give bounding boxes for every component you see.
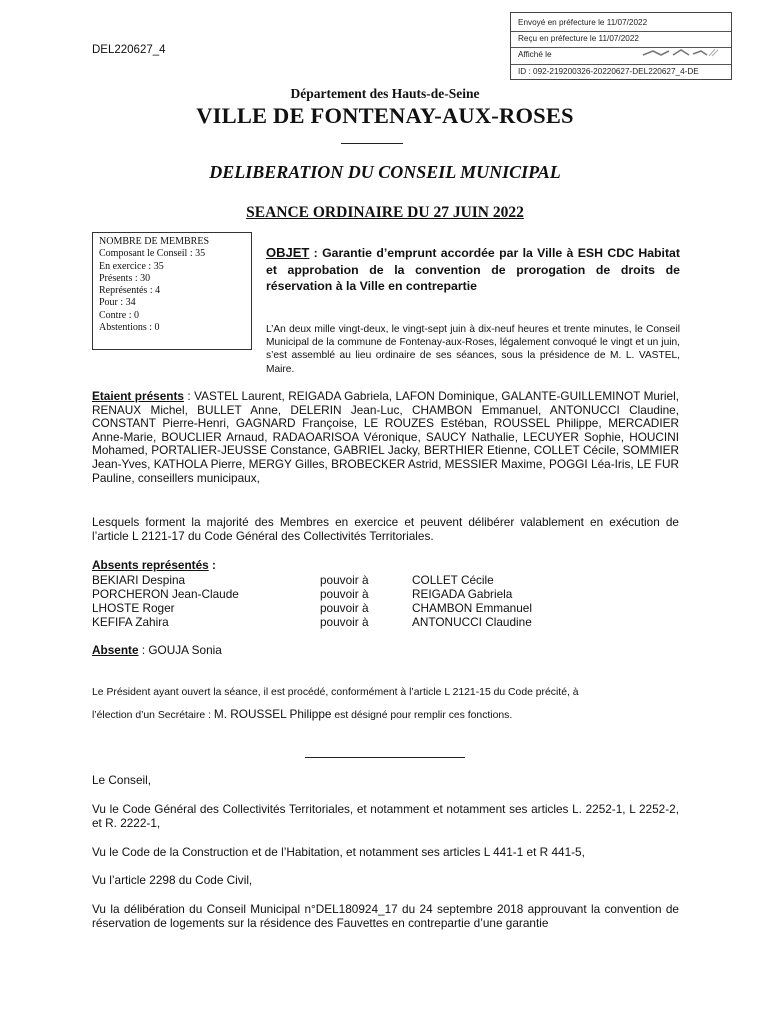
stamp-received: Reçu en préfecture le 11/07/2022 xyxy=(518,34,639,43)
proxy-power: pouvoir à xyxy=(320,601,369,615)
absents-represented-label: Absents représentés xyxy=(92,558,209,572)
presents-paragraph xyxy=(92,390,679,485)
members-line: Représentés : 4 xyxy=(99,285,161,297)
absent-name: LHOSTE Roger xyxy=(92,601,175,615)
stamp-logo-icon xyxy=(639,46,719,60)
members-count-box xyxy=(92,232,252,350)
stamp-posted: Affiché le xyxy=(518,50,552,59)
session-title: SEANCE ORDINAIRE DU 27 JUIN 2022 xyxy=(246,204,524,221)
stamp-divider xyxy=(511,31,731,32)
section-divider xyxy=(305,757,465,758)
proxy-holder: ANTONUCCI Claudine xyxy=(412,615,532,629)
vu-paragraph-4: Vu la délibération du Conseil Municipal n°DEL180924_17 du 24 septembre 2018 approuvant la convention de réservation de logements sur la résidence des Fauvettes en contrepartie d’une garantie xyxy=(92,902,679,930)
absent-name: BEKIARI Despina xyxy=(92,573,186,587)
proxy-holder: CHAMBON Emmanuel xyxy=(412,601,532,615)
stamp-sent: Envoyé en préfecture le 11/07/2022 xyxy=(518,18,648,27)
absent-name: KEFIFA Zahira xyxy=(92,615,169,629)
presents-list: : VASTEL Laurent, REIGADA Gabriela, LAFON Dominique, GALANTE-GUILLEMINOT Muriel, RENAUX Michel, BULLET Anne, DELERIN Jean-Luc, CHAMBON Emmanuel, ANTONUCCI Claudine, CONSTANT Pierre-Henri, GAGNARD Françoise, LE ROUZES Estéban, ROUSSEL Philippe, MERCADIER Anne-Marie, BOUCLIER Arnaud, RADAOARISOA Véronique, SAUCY Nathalie, LECUYER Sophie, HOUCINI Mohamed, PORTALIER-JEUSSE Constance, GABRIEL Jacky, BERTHIER Etienne, COLLET Cécile, SOMMIER Jean-Yves, KATHOLA Pierre, MERGY Gilles, BROBECKER Astrid, MESSIER Maxime, POGGI Léa-Iris, LE FUR Pauline, conseillers municipaux, xyxy=(92,389,679,485)
president-line-2 xyxy=(92,707,512,721)
stamp-id: ID : 092-219200326-20220627-DEL220627_4-DE xyxy=(518,67,699,76)
majority-paragraph: Lesquels forment la majorité des Membres en exercice et peuvent délibérer valablement en exécution de l’article L 2121-17 du Code Général des Collectivités Territoriales. xyxy=(92,515,679,543)
stamp-divider xyxy=(511,64,731,65)
document-reference: DEL220627_4 xyxy=(92,44,166,56)
members-box-title: NOMBRE DE MEMBRES xyxy=(99,236,210,247)
session-intro: L’An deux mille vingt-deux, le vingt-sept juin à dix-neuf heures et trente minutes, le Conseil Municipal de la commune de Fontenay-aux-Roses, légalement convoqué le vingt et un juin, s’est assemblé au lieu ordinaire de ses séances, sous la présidence de M. L. VASTEL, Maire. xyxy=(266,324,680,375)
city-title: VILLE DE FONTENAY-AUX-ROSES xyxy=(196,103,574,128)
proxy-power: pouvoir à xyxy=(320,573,369,587)
president-line-1: Le Président ayant ouvert la séance, il est procédé, conformément à l’article L 2121-15 du Code précité, à xyxy=(92,687,579,698)
proxy-holder: REIGADA Gabriela xyxy=(412,587,513,601)
title-divider xyxy=(341,143,403,144)
members-line: Contre : 0 xyxy=(99,309,139,321)
members-line: Composant le Conseil : 35 xyxy=(99,248,206,260)
proxy-power: pouvoir à xyxy=(320,615,369,629)
members-line: Présents : 30 xyxy=(99,272,151,284)
prefecture-stamp xyxy=(510,12,732,80)
absents-represented-suffix: : xyxy=(208,558,216,572)
presents-label: Etaient présents xyxy=(92,389,184,403)
members-line: Pour : 34 xyxy=(99,297,136,309)
secretary-prefix: l’élection d’un Secrétaire : xyxy=(92,710,214,721)
objet-block xyxy=(266,245,680,295)
absents-represented-heading xyxy=(92,558,216,572)
secretary-name: M. ROUSSEL Philippe xyxy=(213,707,332,721)
proxy-power: pouvoir à xyxy=(320,587,369,601)
department-heading: Département des Hauts-de-Seine xyxy=(290,86,480,101)
vu-paragraph-2: Vu le Code de la Construction et de l’Habitation, et notamment ses articles L 441-1 et R 441-5, xyxy=(92,845,585,859)
vu-paragraph-3: Vu l’article 2298 du Code Civil, xyxy=(92,873,253,887)
members-line: Abstentions : 0 xyxy=(99,322,160,334)
absent-text: : GOUJA Sonia xyxy=(138,643,222,657)
deliberation-title: DELIBERATION DU CONSEIL MUNICIPAL xyxy=(209,162,561,182)
objet-text: : Garantie d’emprunt accordée par la Ville à ESH CDC Habitat et approbation de la convention de prorogation de droits de réservation à la Ville en contrepartie xyxy=(266,246,680,293)
absent-line xyxy=(92,643,222,657)
vu-paragraph-1: Vu le Code Général des Collectivités Territoriales, et notamment et notamment ses articles L. 2252-1, L 2252-2, et R. 2222-1, xyxy=(92,802,679,830)
conseil-line: Le Conseil, xyxy=(92,773,152,787)
objet-label: OBJET xyxy=(266,245,310,260)
proxy-holder: COLLET Cécile xyxy=(412,573,494,587)
absent-label: Absente xyxy=(92,643,139,657)
absent-name: PORCHERON Jean-Claude xyxy=(92,587,239,601)
members-line: En exercice : 35 xyxy=(99,260,164,272)
secretary-suffix: est désigné pour remplir ces fonctions. xyxy=(331,710,513,721)
